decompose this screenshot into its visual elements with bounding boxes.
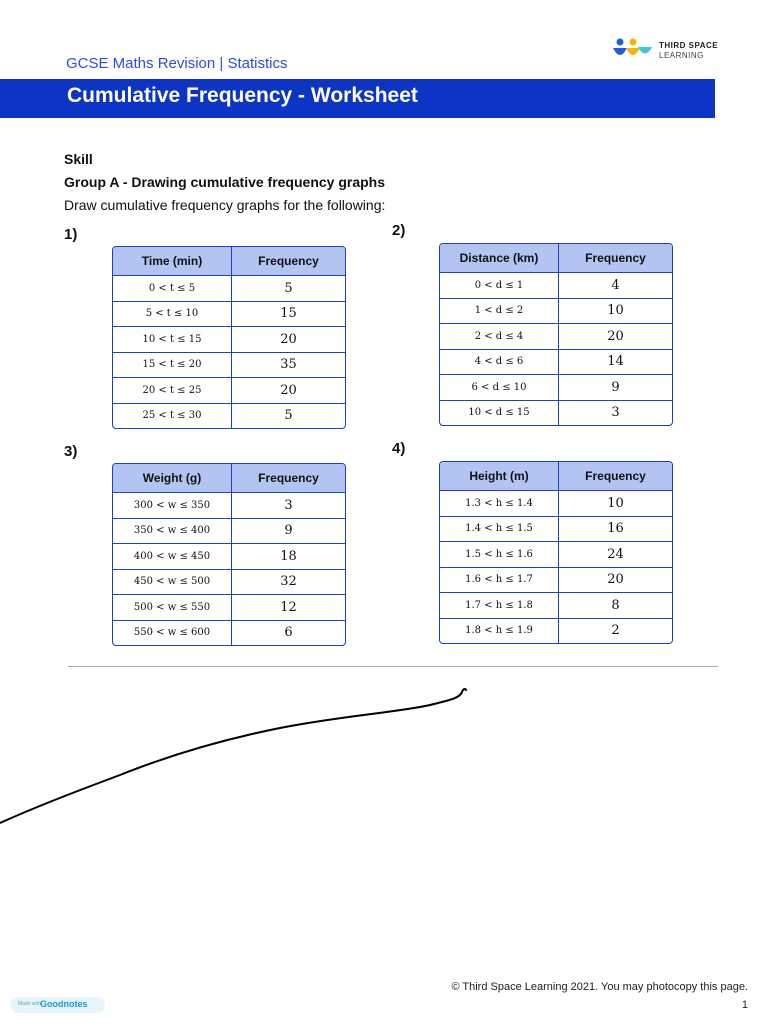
table-row <box>113 620 345 645</box>
badge-made-with: Made with <box>18 1001 41 1007</box>
table-row <box>113 595 345 621</box>
table-row <box>440 298 672 324</box>
frequency-value: 10 <box>559 298 673 324</box>
table-row <box>440 400 672 425</box>
table-row <box>440 491 672 517</box>
page-title: Cumulative Frequency - Worksheet <box>67 84 418 107</box>
table-row <box>440 567 672 593</box>
logo-line1: THIRD SPACE <box>659 41 719 50</box>
frequency-table-3 <box>112 463 346 646</box>
class-interval: 400 < w ≤ 450 <box>113 544 232 570</box>
table-row <box>113 378 345 404</box>
frequency-value: 20 <box>232 327 346 353</box>
frequency-value: 20 <box>559 324 673 350</box>
question-number-4: 4) <box>392 440 406 457</box>
frequency-table-1 <box>112 246 346 429</box>
frequency-value: 12 <box>232 595 346 621</box>
class-interval: 10 < t ≤ 15 <box>113 327 232 353</box>
class-interval: 6 < d ≤ 10 <box>440 375 559 401</box>
frequency-value: 24 <box>559 542 673 568</box>
table-header: Weight (g) <box>113 464 232 493</box>
frequency-value: 10 <box>559 491 673 517</box>
class-interval: 2 < d ≤ 4 <box>440 324 559 350</box>
class-interval: 500 < w ≤ 550 <box>113 595 232 621</box>
question-number-2: 2) <box>392 222 406 239</box>
table-header: Frequency <box>559 462 673 491</box>
frequency-value: 5 <box>232 276 346 302</box>
class-interval: 10 < d ≤ 15 <box>440 400 559 425</box>
table-header: Height (m) <box>440 462 559 491</box>
table-row <box>440 618 672 643</box>
table-header: Distance (km) <box>440 244 559 273</box>
frequency-value: 5 <box>284 408 293 424</box>
handwritten-curve-stroke <box>0 680 480 830</box>
class-interval: 5 < t ≤ 10 <box>113 301 232 327</box>
page-number: 1 <box>741 999 748 1011</box>
class-interval: 300 < w ≤ 350 <box>113 493 232 519</box>
class-interval: 1 < d ≤ 2 <box>440 298 559 324</box>
class-interval: 0 < t ≤ 5 <box>113 276 232 302</box>
question-number-3: 3) <box>64 443 78 460</box>
class-interval: 1.8 < h ≤ 1.9 <box>440 618 559 643</box>
frequency-value: 14 <box>559 349 673 375</box>
class-interval: 1.4 < h ≤ 1.5 <box>440 516 559 542</box>
frequency-value: 35 <box>232 352 346 378</box>
logo-line2: LEARNING <box>659 51 704 60</box>
class-interval: 1.6 < h ≤ 1.7 <box>440 567 559 593</box>
table-header: Frequency <box>232 247 346 276</box>
class-interval: 1.3 < h ≤ 1.4 <box>440 491 559 517</box>
logo-mark-icon <box>611 38 655 64</box>
class-interval: 350 < w ≤ 400 <box>113 518 232 544</box>
table-row <box>113 518 345 544</box>
badge-app-name: Goodnotes <box>40 999 88 1009</box>
table-row <box>440 516 672 542</box>
frequency-value: 16 <box>559 516 673 542</box>
table-row <box>113 544 345 570</box>
copyright-notice: © Third Space Learning 2021. You may photocopy this page. <box>451 981 748 993</box>
section-divider <box>68 666 718 667</box>
class-interval: 1.7 < h ≤ 1.8 <box>440 593 559 619</box>
table-row <box>113 352 345 378</box>
skill-label: Skill <box>64 151 93 167</box>
frequency-value: 2 <box>611 623 620 639</box>
class-interval: 25 < t ≤ 30 <box>113 403 232 428</box>
frequency-value: 9 <box>232 518 346 544</box>
frequency-value: 20 <box>559 567 673 593</box>
class-interval: 450 < w ≤ 500 <box>113 569 232 595</box>
third-space-learning-logo <box>611 38 731 64</box>
class-interval: 15 < t ≤ 20 <box>113 352 232 378</box>
frequency-value: 9 <box>559 375 673 401</box>
table-row <box>113 301 345 327</box>
table-header: Frequency <box>232 464 346 493</box>
table-header: Frequency <box>559 244 673 273</box>
table-row <box>440 593 672 619</box>
frequency-value: 3 <box>611 405 620 421</box>
table-row <box>113 403 345 428</box>
goodnotes-badge <box>10 997 105 1013</box>
class-interval: 4 < d ≤ 6 <box>440 349 559 375</box>
table-row <box>440 542 672 568</box>
table-row <box>113 276 345 302</box>
table-row <box>440 375 672 401</box>
frequency-table-2 <box>439 243 673 426</box>
class-interval: 0 < d ≤ 1 <box>440 273 559 299</box>
frequency-value: 15 <box>232 301 346 327</box>
frequency-value: 20 <box>232 378 346 404</box>
table-row <box>113 569 345 595</box>
table-row <box>113 327 345 353</box>
class-interval: 1.5 < h ≤ 1.6 <box>440 542 559 568</box>
table-row <box>440 273 672 299</box>
instruction-text: Draw cumulative frequency graphs for the following: <box>64 197 386 213</box>
title-banner <box>0 79 715 118</box>
table-header: Time (min) <box>113 247 232 276</box>
table-row <box>440 349 672 375</box>
frequency-value: 4 <box>559 273 673 299</box>
table-row <box>440 324 672 350</box>
frequency-value: 6 <box>284 625 293 641</box>
frequency-value: 3 <box>232 493 346 519</box>
group-heading: Group A - Drawing cumulative frequency graphs <box>64 174 386 190</box>
frequency-value: 8 <box>559 593 673 619</box>
frequency-table-4 <box>439 461 673 644</box>
header-subtitle: GCSE Maths Revision | Statistics <box>66 55 288 72</box>
frequency-value: 18 <box>232 544 346 570</box>
class-interval: 550 < w ≤ 600 <box>113 620 232 645</box>
class-interval: 20 < t ≤ 25 <box>113 378 232 404</box>
table-row <box>113 493 345 519</box>
frequency-value: 32 <box>232 569 346 595</box>
question-number-1: 1) <box>64 226 78 243</box>
